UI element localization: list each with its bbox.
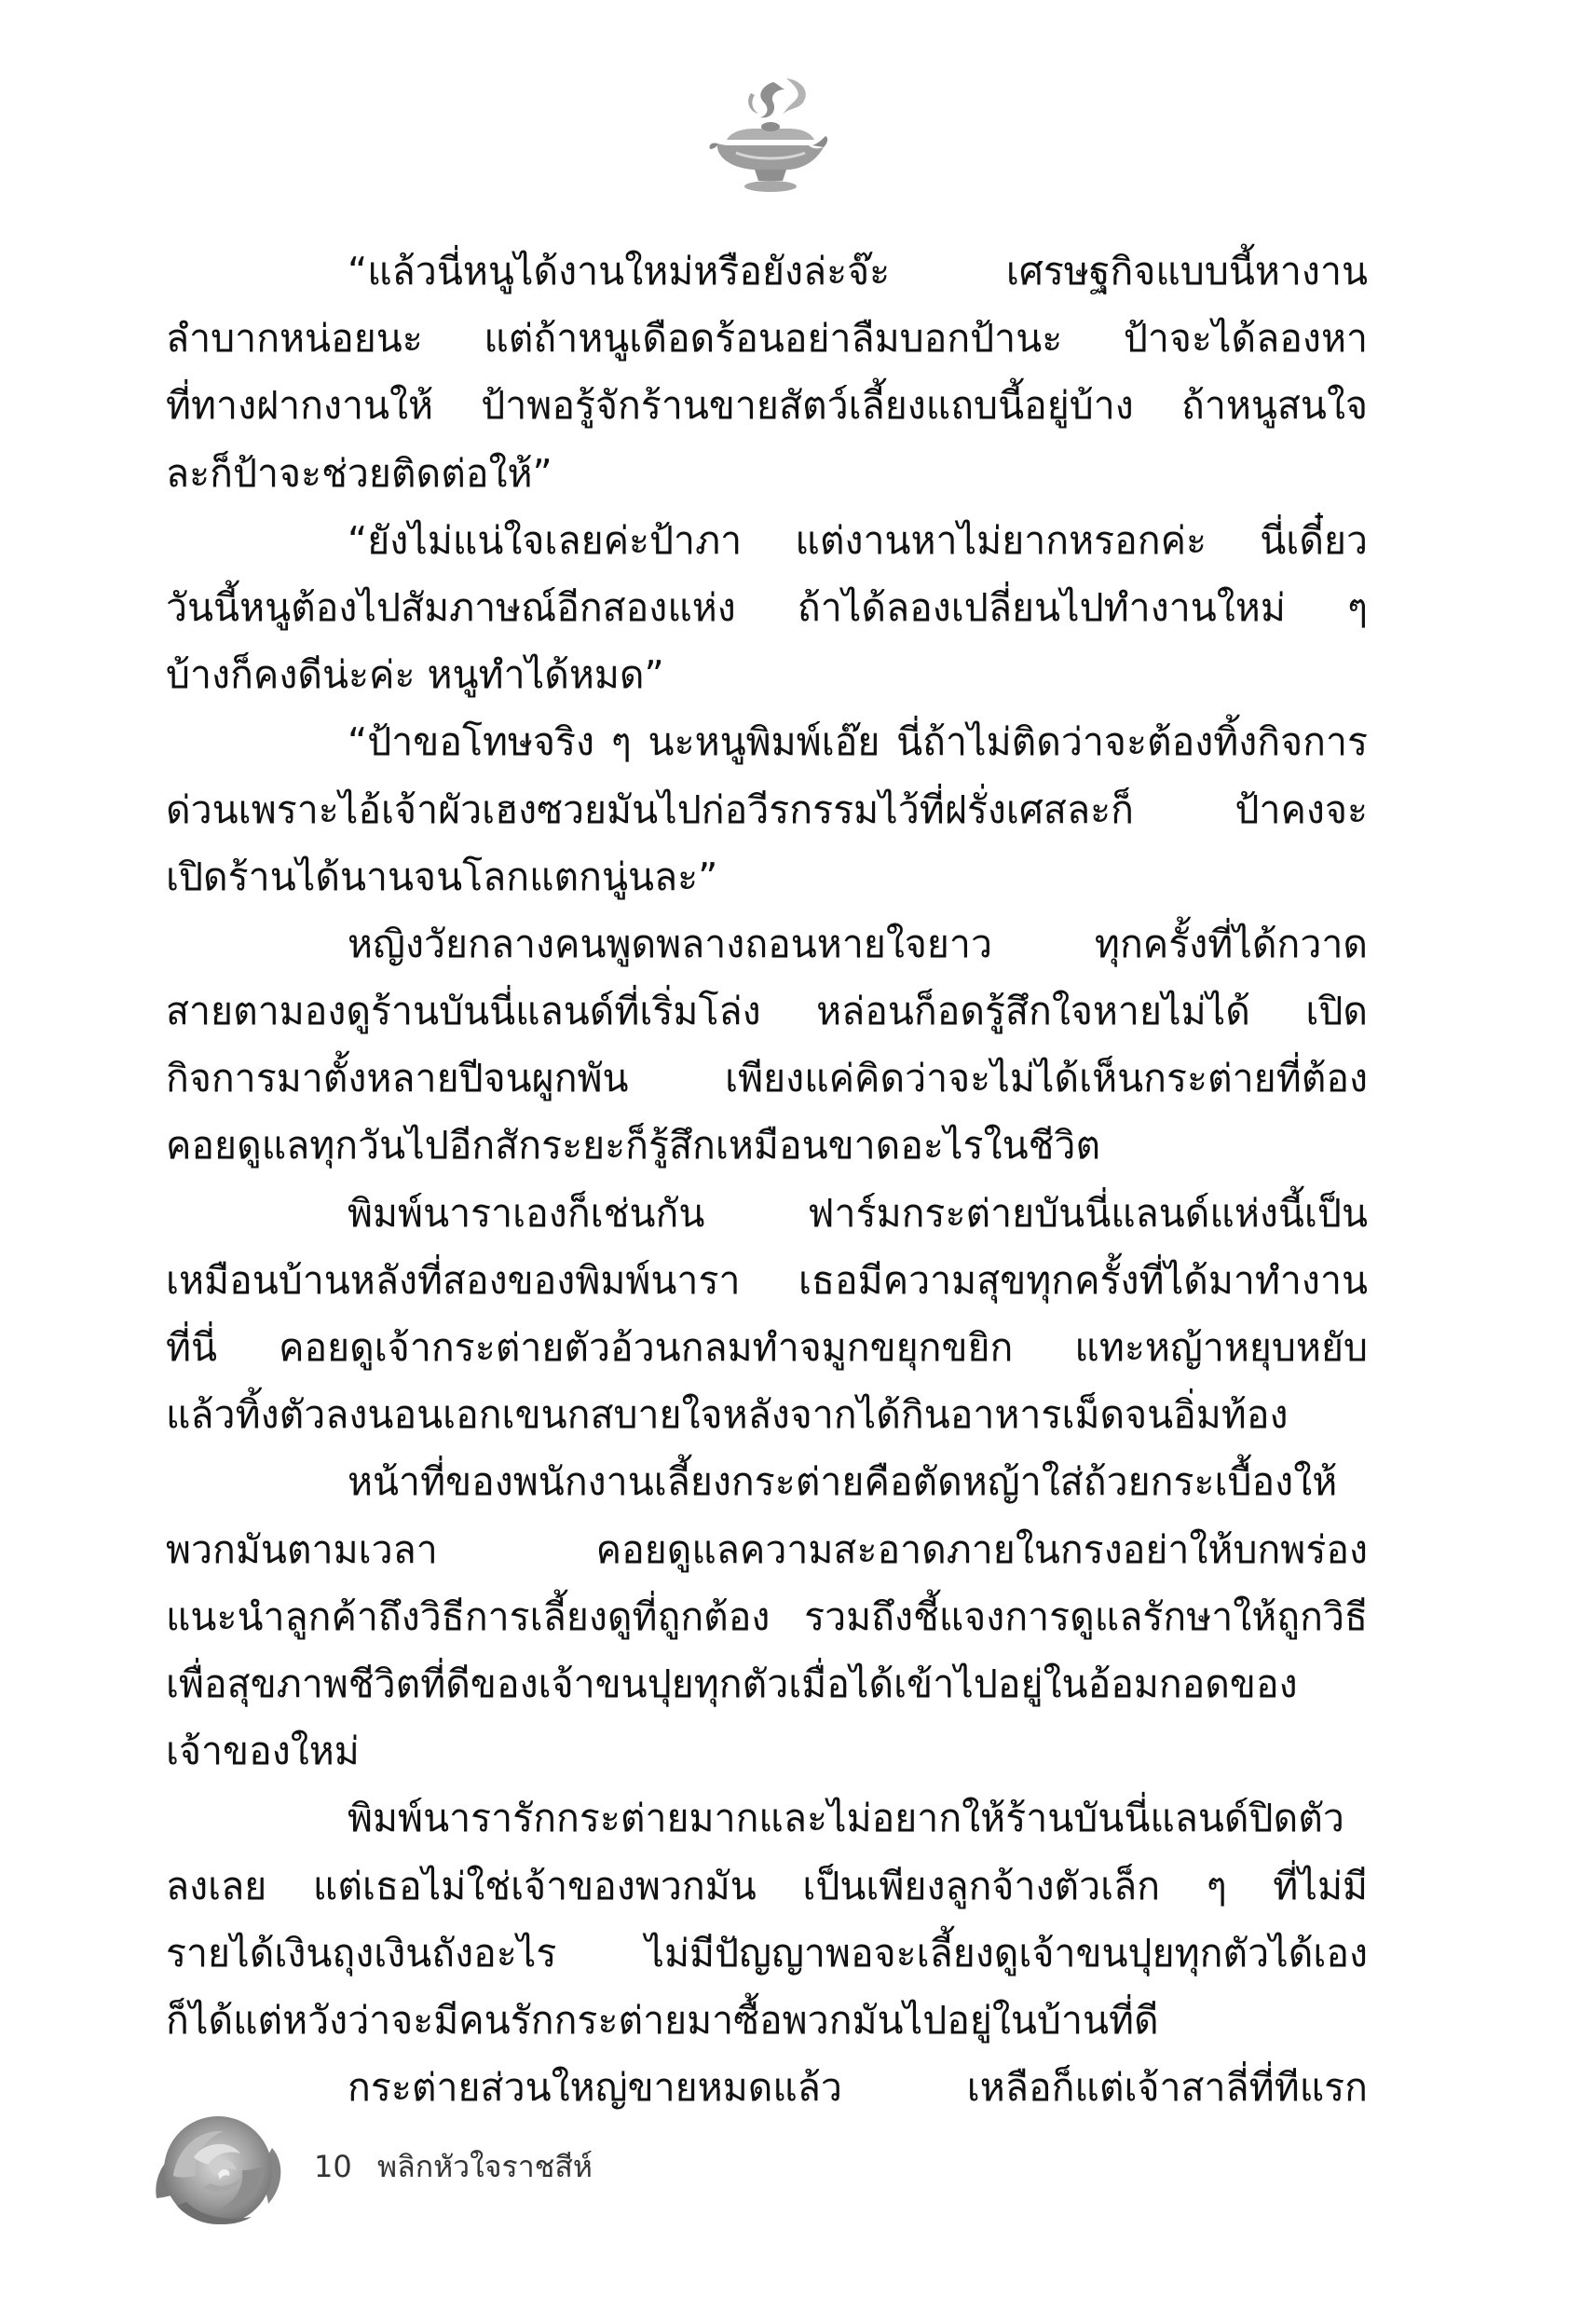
paragraph-first-line: หญิงวัยกลางคนพูดพลางถอนหายใจยาว ทุกครั้งที่ได้กวาด — [348, 921, 1368, 966]
text-line: คอยดูแลทุกวันไปอีกสักระยะก็รู้สึกเหมือนขาดอะไรในชีวิต — [166, 1123, 1101, 1169]
text-line: ที่ทางฝากงานให้ ป้าพอรู้จักร้านขายสัตว์เลี้ยงแถบนี้อยู่บ้าง ถ้าหนูสนใจ — [166, 383, 1368, 429]
paragraph-first-line: พิมพ์นาราเองก็เช่นกัน ฟาร์มกระต่ายบันนี่แลนด์แห่งนี้เป็น — [348, 1190, 1368, 1236]
paragraph-first-line: “แล้วนี่หนูได้งานใหม่หรือยังล่ะจ๊ะ เศรษฐกิจแบบนี้หางาน — [348, 249, 1368, 294]
page-number: 10 — [314, 2149, 352, 2184]
text-line: ลงเลย แต่เธอไม่ใช่เจ้าของพวกมัน เป็นเพียงลูกจ้างตัวเล็ก ๆ ที่ไม่มี — [166, 1863, 1368, 1908]
text-line: ลำบากหน่อยนะ แต่ถ้าหนูเดือดร้อนอย่าลืมบอกป้านะ ป้าจะได้ลองหา — [166, 316, 1368, 362]
page-footer — [149, 2101, 801, 2260]
text-line: สายตามองดูร้านบันนี่แลนด์ที่เริ่มโล่ง หล่อนก็อดรู้สึกใจหายไม่ได้ เปิด — [166, 989, 1368, 1034]
paragraph-first-line: “ยังไม่แน่ใจเลยค่ะป้าภา แต่งานหาไม่ยากหรอกค่ะ นี่เดี๋ยว — [348, 517, 1368, 563]
text-line: บ้างก็คงดีน่ะค่ะ หนูทำได้หมด” — [166, 652, 664, 698]
text-line: ที่นี่ คอยดูเจ้ากระต่ายตัวอ้วนกลมทำจมูกขยุกขยิก แทะหญ้าหยุบหยับ — [166, 1325, 1368, 1370]
text-line: พวกมันตามเวลา คอยดูแลความสะอาดภายในกรงอย่าให้บกพร่อง — [166, 1526, 1368, 1572]
text-line: เจ้าของใหม่ — [166, 1729, 360, 1774]
text-line: เหมือนบ้านหลังที่สองของพิมพ์นารา เธอมีความสุขทุกครั้งที่ได้มาทำงาน — [166, 1257, 1368, 1303]
genie-lamp-icon — [708, 75, 829, 200]
text-line: ด่วนเพราะไอ้เจ้าผัวเฮงซวยมันไปก่อวีรกรรมไว้ที่ฝรั่งเศสละก็ ป้าคงจะ — [166, 786, 1368, 832]
text-line: ละก็ป้าจะช่วยติดต่อให้” — [166, 450, 552, 496]
rose-icon — [149, 2101, 289, 2241]
paragraph-first-line: “ป้าขอโทษจริง ๆ นะหนูพิมพ์เอ๊ย นี่ถ้าไม่ติดว่าจะต้องทิ้งกิจการ — [348, 719, 1368, 765]
book-title: พลิกหัวใจราชสีห์ — [377, 2149, 593, 2184]
paragraph-first-line: กระต่ายส่วนใหญ่ขายหมดแล้ว เหลือก็แต่เจ้าสาลี่ที่ทีแรก — [348, 2065, 1368, 2111]
text-line: เพื่อสุขภาพชีวิตที่ดีของเจ้าขนปุยทุกตัวเมื่อได้เข้าไปอยู่ในอ้อมกอดของ — [166, 1661, 1298, 1706]
text-line: แนะนำลูกค้าถึงวิธีการเลี้ยงดูที่ถูกต้อง รวมถึงชี้แจงการดูแลรักษาให้ถูกวิธี — [166, 1593, 1368, 1639]
body-text — [166, 238, 1368, 2121]
text-line: วันนี้หนูต้องไปสัมภาษณ์อีกสองแห่ง ถ้าได้ลองเปลี่ยนไปทำงานใหม่ ๆ — [166, 584, 1368, 630]
text-line: ก็ได้แต่หวังว่าจะมีคนรักกระต่ายมาซื้อพวกมันไปอยู่ในบ้านที่ดี — [166, 1997, 1159, 2043]
text-line: แล้วทิ้งตัวลงนอนเอกเขนกสบายใจหลังจากได้กินอาหารเม็ดจนอิ่มท้อง — [166, 1392, 1289, 1438]
paragraph-first-line: หน้าที่ของพนักงานเลี้ยงกระต่ายคือตัดหญ้าใส่ถ้วยกระเบื้องให้ — [348, 1459, 1338, 1505]
paragraph-first-line: พิมพ์นารารักกระต่ายมากและไม่อยากให้ร้านบันนี่แลนด์ปิดตัว — [348, 1796, 1344, 1841]
text-line: เปิดร้านได้นานจนโลกแตกนู่นละ” — [166, 854, 718, 899]
text-line: รายได้เงินถุงเงินถังอะไร ไม่มีปัญญาพอจะเลี้ยงดูเจ้าขนปุยทุกตัวได้เอง — [166, 1930, 1368, 1976]
text-line: กิจการมาตั้งหลายปีจนผูกพัน เพียงแค่คิดว่าจะไม่ได้เห็นกระต่ายที่ต้อง — [166, 1056, 1368, 1101]
